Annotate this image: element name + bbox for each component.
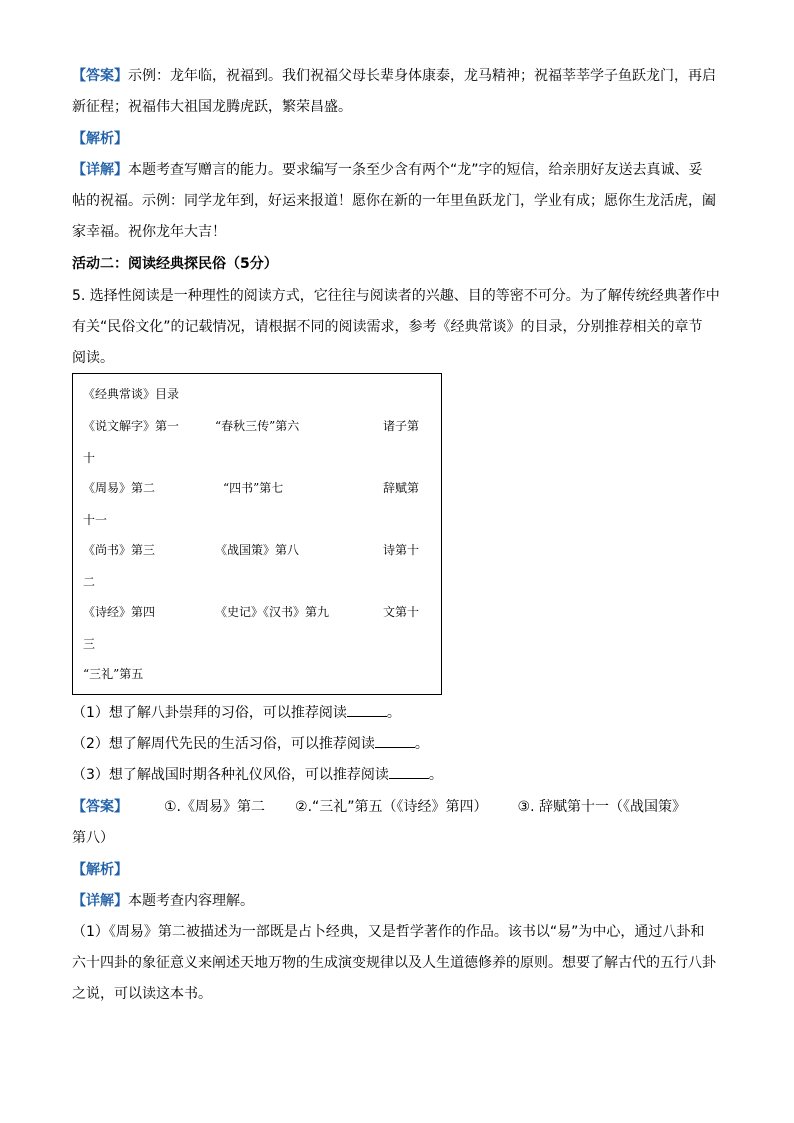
- q5-answer-line: [72, 797, 686, 817]
- answer-tag: 【答案】: [72, 799, 128, 815]
- activity-heading: 活动二：阅读经典探民俗（5分）: [72, 256, 278, 272]
- q5-analysis-heading: 【解析】: [72, 862, 128, 878]
- detail-line-3: 家幸福。祝你龙年大吉！: [72, 224, 226, 240]
- toc-item: 《史记》《汉书》第九: [215, 605, 330, 619]
- sub-question-3: （3）想了解战国时期各种礼仪风俗，可以推荐阅读 。: [72, 767, 443, 783]
- toc-item-wrap: 三: [83, 637, 96, 651]
- question-line-1: 5. 选择性阅读是一种理性的阅读方式，它往往与阅读者的兴趣、目的等密不可分。为了解传统经典著作中: [72, 288, 720, 304]
- toc-item: 《尚书》第三: [83, 543, 156, 557]
- toc-item-wrap: 十一: [83, 513, 108, 527]
- answer-blank[interactable]: [375, 735, 415, 748]
- explanation-line-1: （1）《周易》第二被描述为一部既是占卜经典，又是哲学著作的作品。该书以“易”为中心，通过八卦和: [72, 924, 705, 940]
- explanation-line-2: 六十四卦的象征意义来阐述天地万物的生成演变规律以及人生道德修养的原则。想要了解古代的五行八卦: [72, 955, 716, 971]
- answer-blank[interactable]: [347, 704, 387, 717]
- answer-blank[interactable]: [389, 766, 429, 779]
- sub-question-1: （1）想了解八卦崇拜的习俗，可以推荐阅读 。: [72, 705, 401, 721]
- answer-item-3: ③. 辞赋第十一（《战国策》: [517, 799, 686, 815]
- q5-detail-line: 【详解】本题考查内容理解。: [72, 893, 254, 909]
- answer-tag: 【答案】: [72, 68, 128, 84]
- toc-item-wrap: 二: [83, 575, 96, 589]
- toc-item: 《周易》第二: [83, 481, 156, 495]
- toc-item: 《战国策》第八: [215, 543, 300, 557]
- toc-item-wrap: 十: [83, 451, 96, 465]
- toc-item: “春秋三传”第六: [215, 419, 300, 433]
- answer-item-2: ②.“三礼”第五（《诗经》第四）: [295, 799, 488, 815]
- q5-answer-wrap: 第八）: [72, 830, 114, 846]
- sub-question-2: （2）想了解周代先民的生活习俗，可以推荐阅读 。: [72, 736, 429, 752]
- toc-item: 《诗经》第四: [83, 605, 156, 619]
- detail-line-2: 帖的祝福。示例：同学龙年到，好运来报道！愿你在新的一年里鱼跃龙门，学业有成；愿你生龙活虎，阖: [72, 193, 716, 209]
- toc-item: 辞赋第: [383, 481, 420, 495]
- analysis-heading: 【解析】: [72, 131, 128, 147]
- answer-item-1: ①.《周易》第二: [164, 799, 266, 815]
- explanation-line-3: 之说，可以读这本书。: [72, 986, 212, 1002]
- question-line-2: 有关“民俗文化”的记载情况，请根据不同的阅读需求，参考《经典常谈》的目录，分别推荐相关的章节: [72, 319, 703, 335]
- detail-tag: 【详解】: [72, 162, 128, 178]
- answer-text: 示例：龙年临，祝福到。我们祝福父母长辈身体康泰，龙马精神；祝福莘莘学子鱼跃龙门，再启: [128, 68, 716, 84]
- detail-tag: 【详解】: [72, 893, 128, 909]
- toc-item: 《说文解字》第一: [83, 419, 180, 433]
- detail-line-1: 【详解】本题考查写赠言的能力。要求编写一条至少含有两个“龙”字的短信，给亲朋好友送去真诚、妥: [72, 162, 703, 178]
- toc-item: 诗第十: [383, 543, 420, 557]
- question-line-3: 阅读。: [72, 350, 114, 366]
- toc-item: “四书”第七: [223, 481, 284, 495]
- toc-title: 《经典常谈》目录: [83, 387, 180, 401]
- toc-item: 诸子第: [383, 419, 420, 433]
- answer-line-1: [72, 66, 716, 86]
- toc-item: 文第十: [383, 605, 420, 619]
- toc-item: “三礼”第五: [83, 667, 144, 681]
- answer-line-2: 新征程；祝福伟大祖国龙腾虎跃，繁荣昌盛。: [72, 99, 352, 115]
- toc-box: [72, 373, 442, 695]
